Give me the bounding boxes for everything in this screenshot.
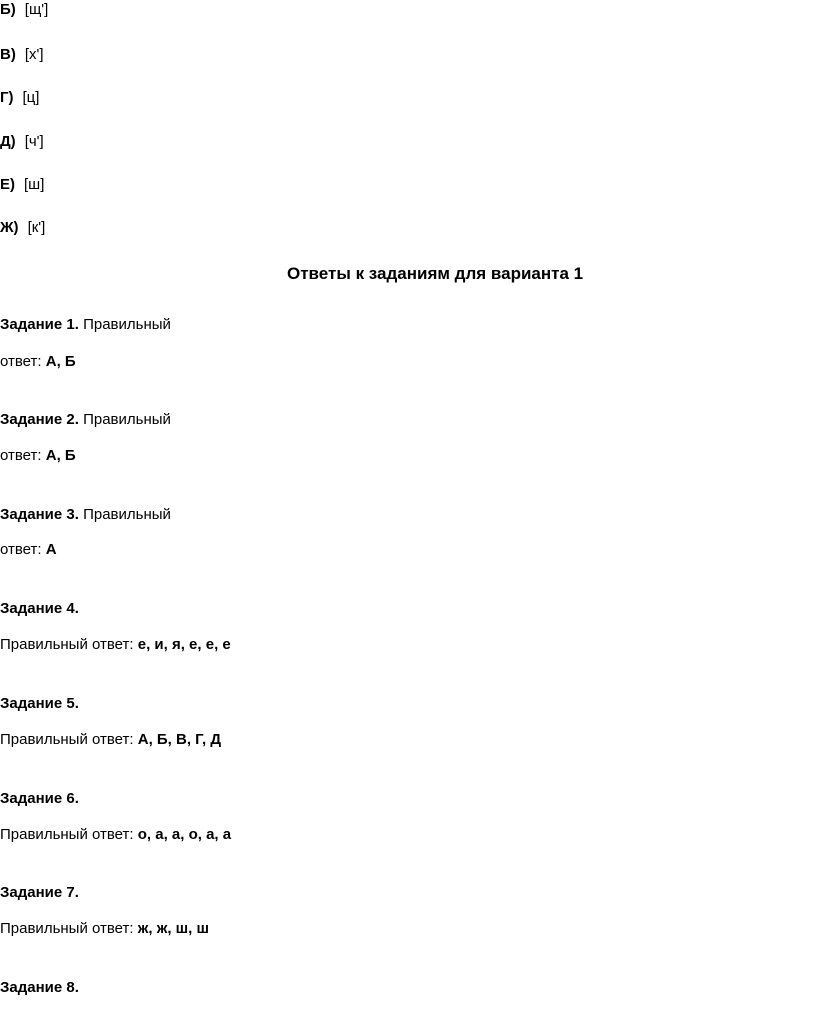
- task-4-title: Задание 4.: [0, 600, 79, 617]
- option-sound: [к']: [27, 219, 46, 236]
- task-7-answer-line: [0, 919, 209, 939]
- task-3-title-line: [0, 505, 171, 525]
- task-3-answer-line: [0, 540, 57, 560]
- task-5-answer-line: [0, 730, 221, 750]
- option-letter: Г): [0, 89, 14, 106]
- option-letter: Е): [0, 176, 15, 193]
- task-title: Задание 1.: [0, 316, 79, 333]
- answers-heading: Ответы к заданиям для варианта 1: [287, 264, 584, 283]
- option-sound: [щ']: [24, 1, 49, 18]
- task-title: Задание 3.: [0, 506, 79, 523]
- task-6-title: Задание 6.: [0, 790, 79, 807]
- answer-value: А, Б, В, Г, Д: [137, 731, 222, 748]
- answer-label: Правильный ответ:: [0, 826, 134, 843]
- task-title: Задание 2.: [0, 411, 79, 428]
- option-b: [0, 0, 48, 20]
- option-sound: [ц]: [22, 89, 40, 106]
- answer-label: Правильный: [83, 411, 171, 428]
- option-e: [0, 175, 44, 195]
- option-zh: [0, 218, 45, 238]
- option-sound: [ш]: [24, 176, 45, 193]
- task-5-title: Задание 5.: [0, 695, 79, 712]
- option-letter: Ж): [0, 219, 19, 236]
- option-letter: Б): [0, 1, 16, 18]
- answer-value: о, а, а, о, а, а: [137, 826, 232, 843]
- answer-value: А: [45, 541, 57, 558]
- task-8-title: Задание 8.: [0, 979, 79, 996]
- task-7-title: Задание 7.: [0, 884, 79, 901]
- task-2-answer-line: [0, 446, 76, 466]
- answer-value: ж, ж, ш, ш: [137, 920, 210, 937]
- answer-label: ответ:: [0, 541, 42, 558]
- answer-label: Правильный ответ:: [0, 731, 134, 748]
- task-1-answer-line: [0, 352, 76, 372]
- option-v: [0, 45, 44, 65]
- answer-label: ответ:: [0, 447, 42, 464]
- answer-label: Правильный ответ:: [0, 920, 134, 937]
- option-g: [0, 88, 39, 108]
- option-d: [0, 132, 44, 152]
- answer-value: А, Б: [45, 353, 76, 370]
- answer-label: Правильный ответ:: [0, 636, 134, 653]
- option-sound: [ч']: [24, 133, 44, 150]
- task-4-answer-line: [0, 635, 231, 655]
- task-1-title-line: [0, 315, 171, 335]
- answer-label: ответ:: [0, 353, 42, 370]
- option-letter: Д): [0, 133, 16, 150]
- answer-value: А, Б: [45, 447, 76, 464]
- option-sound: [х']: [24, 46, 44, 63]
- task-2-title-line: [0, 410, 171, 430]
- answer-label: Правильный: [83, 506, 171, 523]
- option-letter: В): [0, 46, 16, 63]
- answer-value: е, и, я, е, е, е: [137, 636, 231, 653]
- task-6-answer-line: [0, 825, 231, 845]
- answer-label: Правильный: [83, 316, 171, 333]
